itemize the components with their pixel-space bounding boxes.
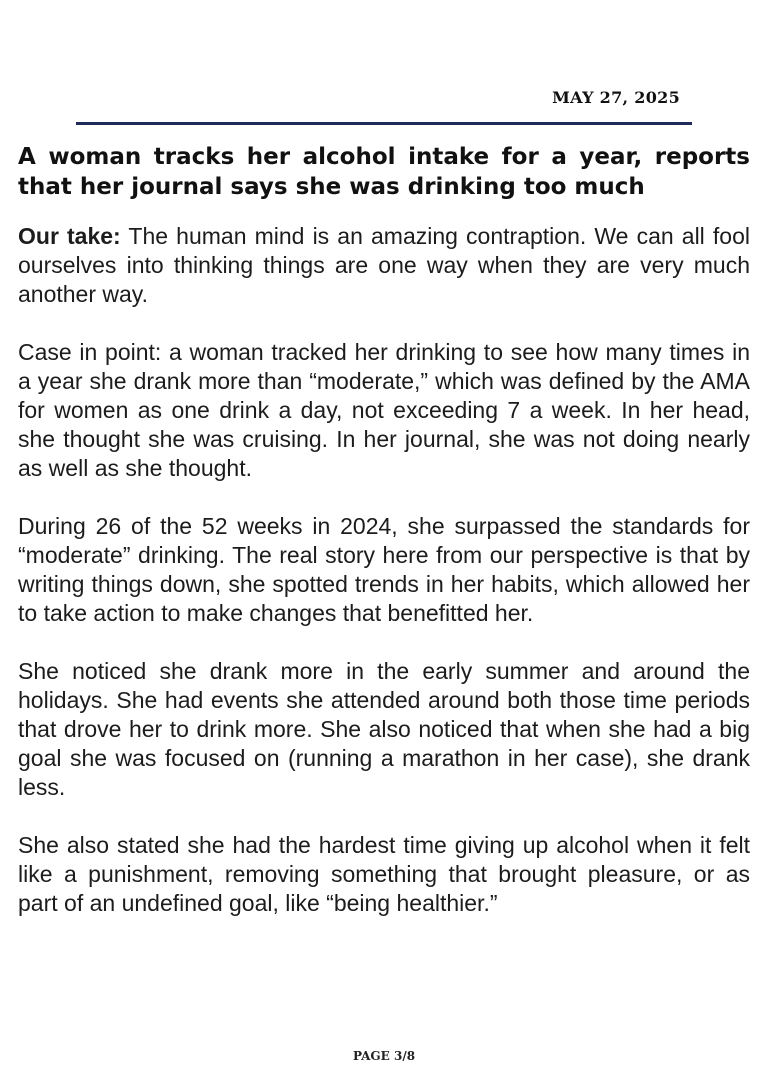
page-number: PAGE 3/8 (352, 1049, 416, 1063)
body-paragraph: During 26 of the 52 weeks in 2024, she surpassed the standards for “moderate” drinking. The real story here from our perspective is that by writing things down, she spotted trends in her habits, which allowed her to take action to make changes that benefitted her. (18, 513, 750, 626)
our-take-text: The human mind is an amazing contraption. We can all fool ourselves into thinking things are one way when they are very much another way. (18, 223, 750, 307)
our-take-paragraph (18, 222, 750, 309)
body-paragraph: She noticed she drank more in the early summer and around the holidays. She had events she attended around both those time periods that drove her to drink more. She also noticed that when she had a big goal she was focused on (running a marathon in her case), she drank less. (18, 658, 750, 800)
body-paragraph: Case in point: a woman tracked her drinking to see how many times in a year she drank more than “moderate,” which was defined by the AMA for women as one drink a day, not exceeding 7 a week. In her head, she thought she was cruising. In her journal, she was not doing nearly as well as she thought. (18, 339, 750, 481)
our-take-label: Our take: (18, 223, 121, 249)
article-headline: A woman tracks her alcohol intake for a year, reports that her journal says she was drinking too much (18, 144, 750, 200)
header-divider (76, 122, 692, 125)
issue-date: MAY 27, 2025 (552, 88, 680, 107)
article-body (18, 222, 750, 947)
body-paragraph: She also stated she had the hardest time giving up alcohol when it felt like a punishment, removing something that brought pleasure, or as part of an undefined goal, like “being healthier.” (18, 832, 750, 916)
